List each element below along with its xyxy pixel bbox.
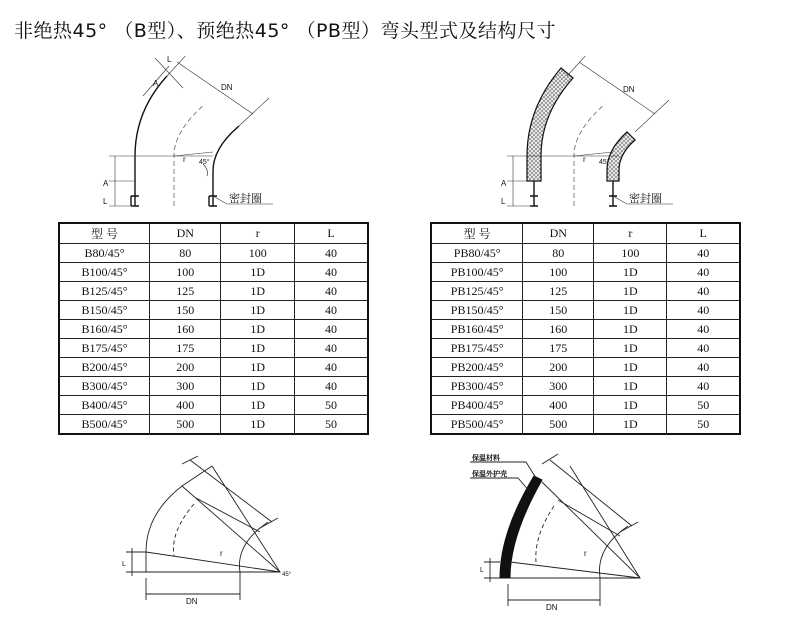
dim-l-label: L [103,197,108,206]
cell-dn: 80 [523,244,594,263]
layout-dn-label: DN [186,597,198,606]
cell-l: 40 [294,282,368,301]
pb-type-layout-drawing [470,452,670,612]
dim-a-label: A [103,179,109,188]
pb-angle-label: 45° [599,159,610,166]
table-row [431,263,740,282]
cell-dn: 160 [523,320,594,339]
dim-l-top-label: L [167,56,172,64]
table-row [59,415,368,435]
layout-l-label: L [122,561,126,568]
dim-dn-label: DN [221,83,233,92]
cell-dn: 400 [150,396,221,415]
cell-r: 1D [221,415,295,435]
cell-model: B150/45° [59,301,150,320]
table-row [59,282,368,301]
pb-dim-l-label: L [501,197,506,206]
cell-model: PB175/45° [431,339,523,358]
pb-type-spec-table [430,222,741,435]
cell-r: 1D [594,339,667,358]
cell-model: B300/45° [59,377,150,396]
cell-model: PB100/45° [431,263,523,282]
cell-model: B80/45° [59,244,150,263]
table-row [431,377,740,396]
table-row [431,358,740,377]
cell-model: PB160/45° [431,320,523,339]
cell-model: PB300/45° [431,377,523,396]
cell-dn: 400 [523,396,594,415]
cell-l: 40 [294,244,368,263]
cell-dn: 300 [150,377,221,396]
cell-dn: 300 [523,377,594,396]
cell-dn: 125 [523,282,594,301]
table-row [431,415,740,435]
table-row [59,358,368,377]
cell-model: B200/45° [59,358,150,377]
cell-l: 50 [294,396,368,415]
dim-a-top-label: A [153,79,159,88]
cell-l: 40 [667,339,740,358]
header-model: 型 号 [431,223,523,244]
cell-model: PB125/45° [431,282,523,301]
cell-dn: 100 [150,263,221,282]
cell-model: PB500/45° [431,415,523,435]
pb-layout-l-label: L [480,567,484,574]
page-title: 非绝热45° （B型）、预绝热45° （PB型）弯头型式及结构尺寸 [14,20,556,42]
cell-model: B400/45° [59,396,150,415]
layout-angle-label: 45° [282,572,292,578]
cell-r: 1D [594,282,667,301]
pb-seal-ring-label: 密封圈 [629,193,662,205]
cell-model: PB150/45° [431,301,523,320]
cell-dn: 500 [150,415,221,435]
cell-r: 1D [221,301,295,320]
cell-l: 40 [667,301,740,320]
cell-r: 1D [221,339,295,358]
table-row [59,263,368,282]
cell-l: 40 [294,358,368,377]
cell-dn: 125 [150,282,221,301]
cell-r: 1D [594,263,667,282]
b-type-spec-table [58,222,369,435]
cell-dn: 100 [523,263,594,282]
table-row [59,396,368,415]
layout-r-label: r [220,549,223,558]
angle-label: 45° [199,159,210,166]
cell-dn: 80 [150,244,221,263]
table-header-row [431,223,740,244]
cell-l: 40 [667,244,740,263]
cell-dn: 175 [523,339,594,358]
pb-dim-dn-label: DN [623,85,635,94]
cell-l: 50 [294,415,368,435]
cell-r: 100 [594,244,667,263]
cell-model: B175/45° [59,339,150,358]
cell-l: 40 [294,320,368,339]
cell-dn: 150 [150,301,221,320]
cell-r: 1D [221,358,295,377]
cell-r: 1D [594,301,667,320]
cell-l: 50 [667,396,740,415]
table-row [59,301,368,320]
table-row [431,339,740,358]
insulation-material-label: 保温材料 [472,455,500,462]
cell-r: 1D [221,396,295,415]
cell-model: PB200/45° [431,358,523,377]
table-row [431,244,740,263]
b-type-layout-drawing [110,452,310,607]
cell-model: PB400/45° [431,396,523,415]
cell-r: 1D [594,320,667,339]
dim-r-label: r [183,155,186,164]
cell-l: 50 [667,415,740,435]
cell-dn: 150 [523,301,594,320]
pb-type-elbow-drawing [495,56,695,216]
cell-dn: 160 [150,320,221,339]
cell-l: 40 [667,358,740,377]
cell-dn: 200 [150,358,221,377]
cell-dn: 500 [523,415,594,435]
pb-dim-r-label: r [583,155,586,164]
cell-r: 1D [594,415,667,435]
header-dn: DN [150,223,221,244]
table-row [431,396,740,415]
table-row [431,282,740,301]
pb-dim-a-label: A [501,179,507,188]
cell-dn: 175 [150,339,221,358]
cell-l: 40 [667,263,740,282]
cell-model: B500/45° [59,415,150,435]
header-r: r [221,223,295,244]
cell-r: 1D [594,358,667,377]
cell-model: B125/45° [59,282,150,301]
insulation-shell-label: 保温外护壳 [472,471,507,478]
table-row [431,301,740,320]
table-row [59,377,368,396]
header-r: r [594,223,667,244]
cell-dn: 200 [523,358,594,377]
cell-l: 40 [294,377,368,396]
cell-l: 40 [667,282,740,301]
cell-r: 1D [221,282,295,301]
seal-ring-label: 密封圈 [229,193,262,205]
cell-model: B100/45° [59,263,150,282]
table-row [431,320,740,339]
table-row [59,244,368,263]
cell-l: 40 [667,377,740,396]
table-row [59,320,368,339]
cell-l: 40 [294,263,368,282]
cell-model: B160/45° [59,320,150,339]
cell-r: 1D [594,396,667,415]
b-type-elbow-drawing [95,56,295,216]
cell-r: 1D [221,263,295,282]
cell-r: 1D [221,377,295,396]
cell-r: 1D [594,377,667,396]
table-row [59,339,368,358]
cell-r: 1D [221,320,295,339]
cell-r: 100 [221,244,295,263]
cell-l: 40 [667,320,740,339]
table-header-row [59,223,368,244]
pb-layout-dn-label: DN [546,603,558,612]
header-l: L [667,223,740,244]
header-model: 型 号 [59,223,150,244]
insulation-layer [500,476,542,578]
cell-model: PB80/45° [431,244,523,263]
cell-l: 40 [294,301,368,320]
header-dn: DN [523,223,594,244]
pb-layout-r-label: r [584,549,587,558]
header-l: L [294,223,368,244]
cell-l: 40 [294,339,368,358]
